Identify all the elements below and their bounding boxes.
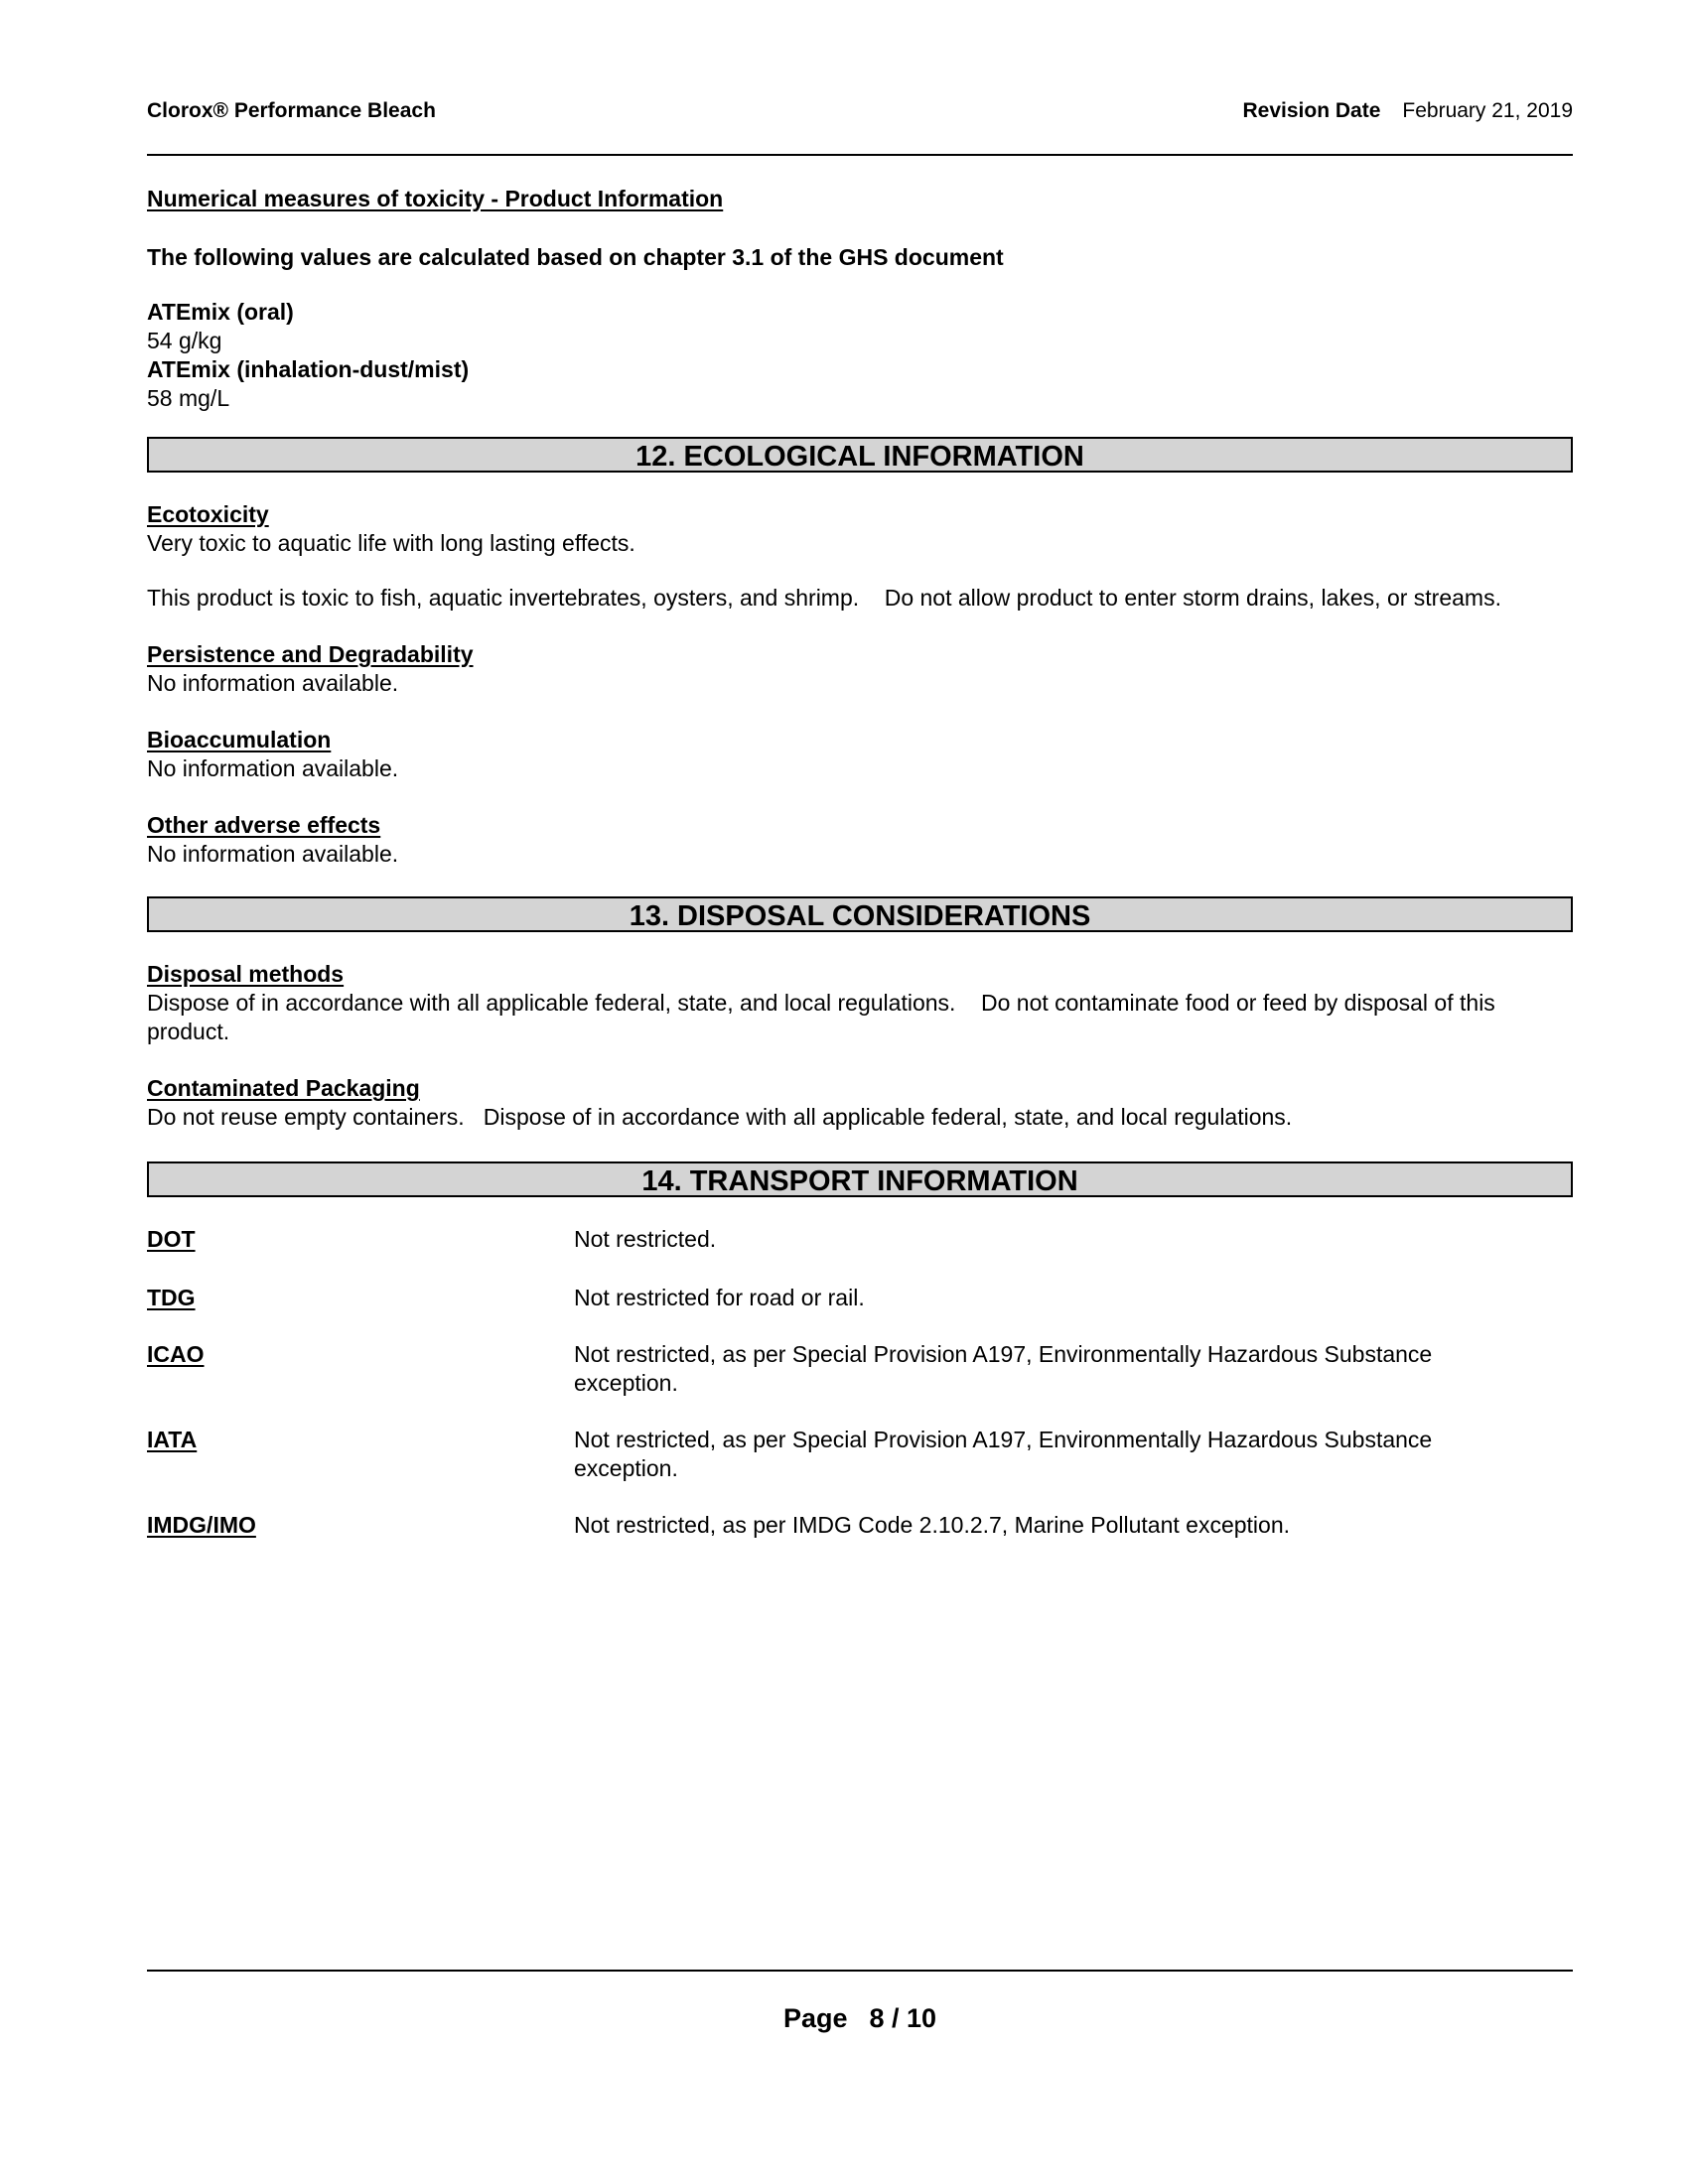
revision-info: [1243, 99, 1574, 123]
transport-row-tdg: [147, 1284, 1573, 1312]
disposal-heading: Disposal methods: [147, 961, 345, 987]
header-divider: [147, 154, 1573, 156]
packaging-block: [147, 1074, 1573, 1132]
transport-value: Not restricted.: [574, 1226, 717, 1252]
transport-row-icao: [147, 1340, 1573, 1398]
revision-date: February 21, 2019: [1402, 99, 1573, 122]
page-header: [147, 99, 1573, 125]
packaging-heading: Contaminated Packaging: [147, 1075, 420, 1101]
transport-row-iata: [147, 1426, 1573, 1483]
other-effects-block: [147, 811, 1573, 869]
transport-value: Not restricted, as per Special Provision A197, Environmentally Hazardous Substance exception.: [574, 1427, 1433, 1481]
toxicity-heading: Numerical measures of toxicity - Product Information: [147, 186, 724, 211]
ate-oral-label: ATEmix (oral): [147, 299, 294, 325]
page-footer: [147, 2003, 1573, 2034]
disposal-text: Dispose of in accordance with all applicable federal, state, and local regulations. Do not contaminate food or feed by disposal of this product.: [147, 990, 1502, 1044]
packaging-text: Do not reuse empty containers. Dispose of in accordance with all applicable federal, state, and local regulations.: [147, 1104, 1293, 1130]
transport-value: Not restricted, as per IMDG Code 2.10.2.7, Marine Pollutant exception.: [574, 1512, 1291, 1538]
section-12-header: 12. ECOLOGICAL INFORMATION: [147, 437, 1573, 473]
persistence-heading: Persistence and Degradability: [147, 641, 474, 667]
bioaccumulation-heading: Bioaccumulation: [147, 727, 332, 752]
ecotoxicity-block: [147, 500, 1573, 613]
transport-row-imdg: [147, 1511, 1573, 1540]
ate-oral-value: 54 g/kg: [147, 328, 222, 353]
toxicity-intro: The following values are calculated based on chapter 3.1 of the GHS document: [147, 244, 1004, 270]
transport-mode: IATA: [147, 1427, 198, 1452]
footer-divider: [147, 1970, 1573, 1972]
page-content: [147, 185, 1573, 1540]
other-effects-text: No information available.: [147, 841, 399, 867]
ecotoxicity-text: Very toxic to aquatic life with long lasting effects.: [147, 530, 635, 556]
ate-inhalation-label: ATEmix (inhalation-dust/mist): [147, 356, 470, 382]
persistence-text: No information available.: [147, 670, 399, 696]
ate-inhalation-value: 58 mg/L: [147, 385, 230, 411]
bioaccumulation-block: [147, 726, 1573, 783]
product-name: Clorox® Performance Bleach: [147, 99, 436, 122]
transport-row-dot: [147, 1225, 1573, 1254]
persistence-block: [147, 640, 1573, 698]
transport-value: Not restricted for road or rail.: [574, 1285, 865, 1310]
page-number: 8 / 10: [869, 2003, 937, 2033]
page-label: Page: [782, 2003, 848, 2033]
transport-table: [147, 1225, 1573, 1540]
transport-mode: ICAO: [147, 1341, 205, 1367]
section-13-header: 13. DISPOSAL CONSIDERATIONS: [147, 896, 1573, 932]
transport-mode: IMDG/IMO: [147, 1512, 256, 1538]
disposal-block: [147, 960, 1573, 1046]
transport-value: Not restricted, as per Special Provision A197, Environmentally Hazardous Substance exception.: [574, 1341, 1433, 1396]
transport-mode: TDG: [147, 1285, 196, 1310]
revision-label: Revision Date: [1242, 99, 1381, 122]
toxicity-values: [147, 298, 1573, 413]
bioaccumulation-text: No information available.: [147, 755, 399, 781]
ecotoxicity-detail: This product is toxic to fish, aquatic invertebrates, oysters, and shrimp. Do not allow product to enter storm drains, lakes, or streams.: [147, 585, 1501, 611]
transport-mode: DOT: [147, 1226, 196, 1252]
section-14-header: 14. TRANSPORT INFORMATION: [147, 1161, 1573, 1197]
ecotoxicity-heading: Ecotoxicity: [147, 501, 269, 527]
document-page: [147, 0, 1573, 2184]
other-effects-heading: Other adverse effects: [147, 812, 381, 838]
